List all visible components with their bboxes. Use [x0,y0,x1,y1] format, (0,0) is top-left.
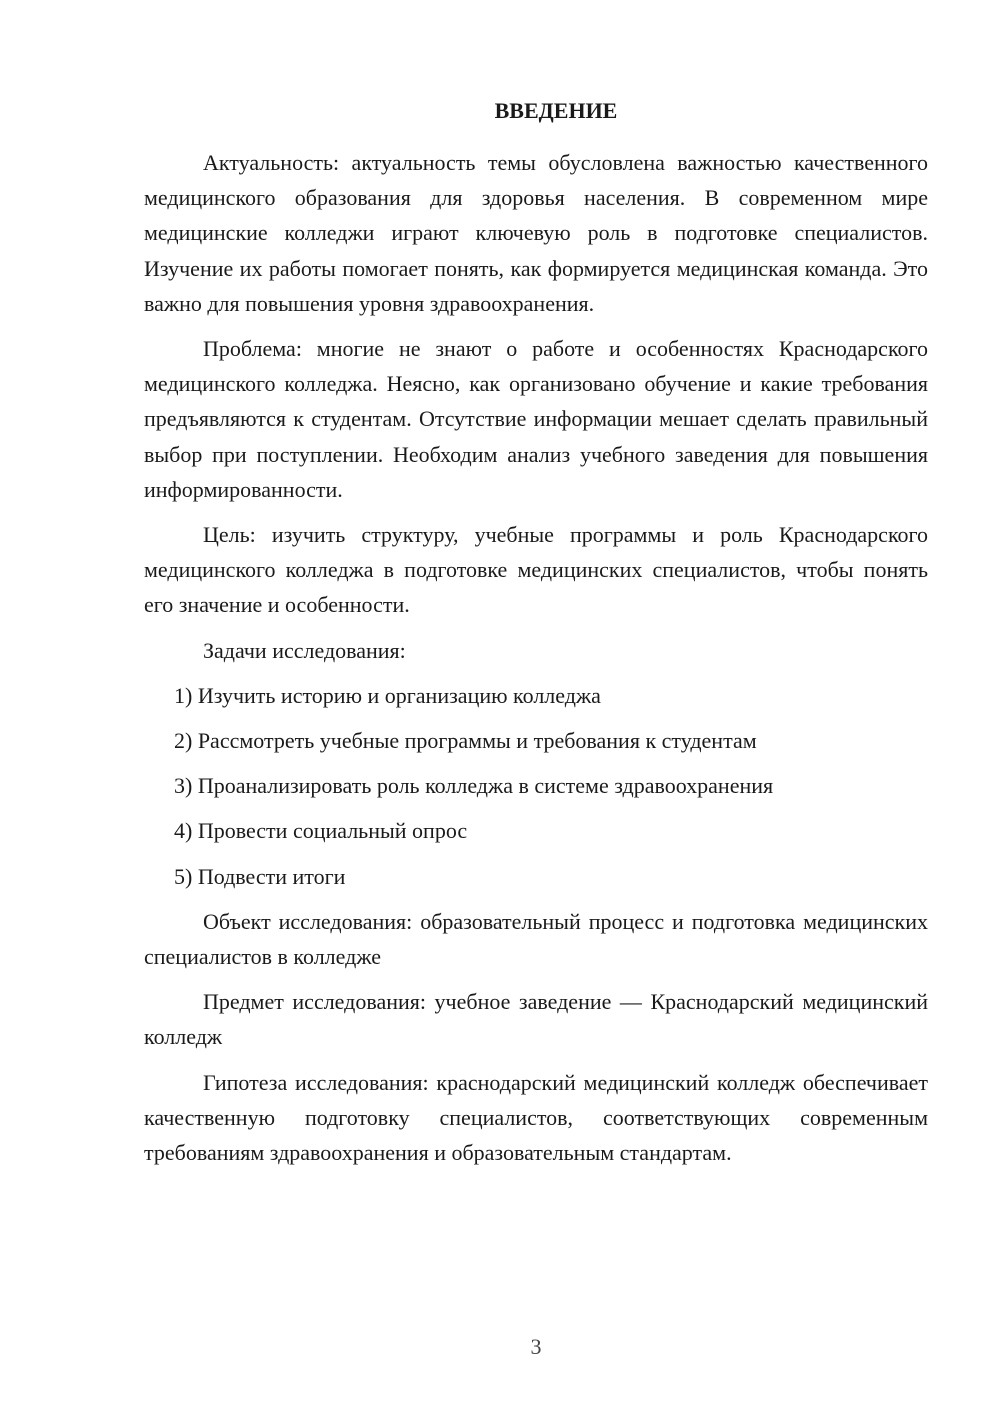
relevance-paragraph: Актуальность: актуальность темы обусловлена важностью качественного медицинского образования для здоровья населения. В современном мире медицинские колледжи играют ключевую роль в подготовке специалистов. Изучение их работы помогает понять, как формируется медицинская команда. Это важно для повышения уровня здравоохранения. [144,150,928,316]
goal-paragraph: Цель: изучить структуру, учебные программы и роль Краснодарского медицинского колледжа в подготовке медицинских специалистов, чтобы понять его значение и особенности. [144,522,928,618]
section-heading: ВВЕДЕНИЕ [494,98,618,123]
hypothesis-paragraph: Гипотеза исследования: краснодарский медицинский колледж обеспечивает качественную подготовку специалистов, соответствующих современным требованиям здравоохранения и образовательным стандартам. [144,1069,928,1166]
page-number: 3 [530,1334,542,1359]
tasks-list [144,678,928,894]
subject-paragraph: Предмет исследования: учебное заведение — Краснодарский медицинский колледж [144,989,928,1050]
problem-paragraph: Проблема: многие не знают о работе и особенностях Краснодарского медицинского колледжа. Неясно, как организовано обучение и какие требования предъявляются к студентам. Отсутствие информации мешает сделать правильный выбор при поступлении. Необходим анализ учебного заведения для повышения информированности. [144,336,928,502]
task-item: 1) Изучить историю и организацию колледжа [174,682,601,708]
document-body [144,95,928,1180]
task-item: 5) Подвести итоги [174,863,346,889]
object-paragraph: Объект исследования: образовательный процесс и подготовка медицинских специалистов в колледже [144,908,928,970]
tasks-title: Задачи исследования: [203,637,406,663]
task-item: 2) Рассмотреть учебные программы и требования к студентам [174,728,757,754]
task-item: 4) Провести социальный опрос [174,818,468,844]
task-item: 3) Проанализировать роль колледжа в системе здравоохранения [174,773,774,799]
